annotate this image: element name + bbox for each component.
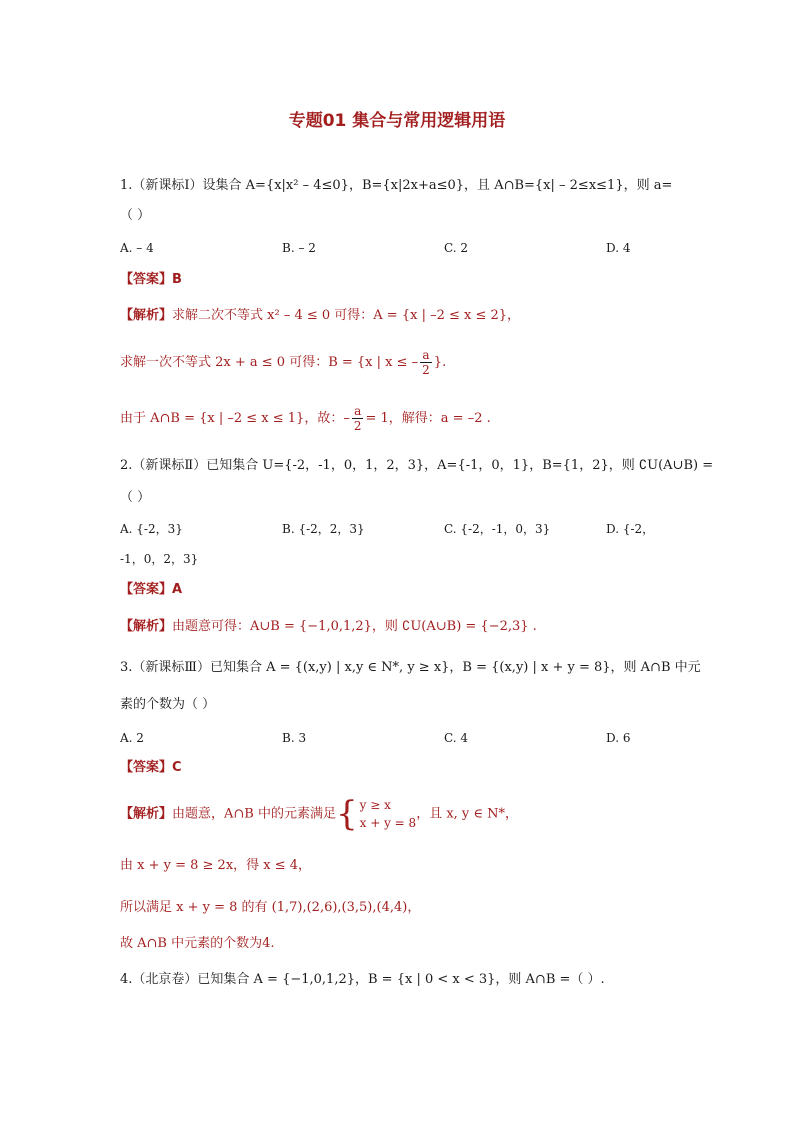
- analysis-text: ，且 x, y ∈ N*，: [416, 806, 519, 822]
- analysis-text: 求解一次不等式 2x + a ≤ 0 可得：B = {x | x ≤ –: [120, 355, 419, 370]
- q2-option-c: C. {-2，-1，0，3}: [444, 522, 551, 536]
- q1-option-a: A. – 4: [120, 241, 154, 255]
- q1-analysis-line-1: [120, 306, 680, 326]
- q2-answer: [120, 580, 680, 600]
- q1-option-b: B. – 2: [282, 241, 316, 255]
- answer-value: B: [172, 272, 182, 287]
- analysis-tag: 【解析】: [120, 806, 173, 822]
- answer-tag: 【答案】: [120, 582, 173, 597]
- answer-value: C: [172, 760, 182, 775]
- analysis-tag: 【解析】: [120, 308, 173, 323]
- q2-option-b: B. {-2，2，3}: [282, 522, 365, 536]
- answer-tag: 【答案】: [120, 760, 173, 775]
- analysis-text: 由题意可得：A∪B = {−1,0,1,2}，则 ∁U(A∪B) = {−2,3} .: [172, 619, 537, 634]
- q3-analysis-line-3: 所以满足 x + y = 8 的有 (1,7),(2,6),(3,5),(4,4)，: [120, 900, 421, 915]
- answer-value: A: [172, 582, 183, 597]
- brace-glyph: {: [335, 794, 358, 834]
- q1-option-c: C. 2: [444, 241, 469, 255]
- fraction-numerator: a: [422, 348, 430, 362]
- page-title: 专题01 集合与常用逻辑用语: [288, 111, 506, 131]
- analysis-text: 由题意，A∩B 中的元素满足: [172, 806, 336, 822]
- q3-stem: 3.（新课标Ⅲ）已知集合 A = {(x,y) | x,y ∈ N*, y ≥ x}，B = {(x,y) | x + y = 8}，则 A∩B 中元: [120, 660, 701, 675]
- q3-option-d: D. 6: [606, 731, 631, 745]
- q2-analysis: [120, 617, 680, 637]
- analysis-text: = 1，解得：a = –2 .: [365, 411, 491, 426]
- q1-analysis-line-2: [120, 348, 680, 377]
- fraction: [420, 348, 432, 377]
- q2-stem: 2.（新课标Ⅱ）已知集合 U={-2，-1，0，1，2，3}，A={-1，0，1}，B={1，2}，则 ∁U(A∪B) =: [120, 458, 714, 473]
- q1-answer: [120, 270, 680, 290]
- q2-option-d-continued: -1，0，2，3}: [120, 552, 199, 566]
- answer-tag: 【答案】: [120, 272, 173, 287]
- analysis-text: 故 A∩B 中元素的个数为: [120, 936, 263, 951]
- q3-option-b: B. 3: [282, 731, 307, 745]
- analysis-value: 4.: [262, 936, 275, 951]
- q4-stem: 4.（北京卷）已知集合 A = {−1,0,1,2}，B = {x | 0 < x < 3}，则 A∩B =（ ）.: [120, 972, 605, 987]
- q1-stem: 1.（新课标Ⅰ）设集合 A={x|x² – 4≤0}，B={x|2x+a≤0}，且 A∩B={x| – 2≤x≤1}，则 a=: [120, 178, 673, 193]
- q3-analysis-line-2: 由 x + y = 8 ≥ 2x，得 x ≤ 4，: [120, 858, 312, 873]
- q3-answer: [120, 758, 680, 778]
- fraction: [352, 404, 364, 433]
- analysis-tag: 【解析】: [120, 619, 173, 634]
- q3-analysis-line-1: [120, 796, 680, 833]
- equation-row: y ≥ x: [359, 798, 391, 812]
- q2-option-d: D. {-2，: [606, 522, 655, 536]
- q3-option-c: C. 4: [444, 731, 469, 745]
- q2-paren: （ ）: [120, 490, 151, 505]
- q1-analysis-line-3: [120, 404, 680, 433]
- fraction-numerator: a: [354, 404, 362, 418]
- analysis-text: 由于 A∩B = {x | –2 ≤ x ≤ 1}，故：–: [120, 411, 350, 426]
- analysis-text: }.: [433, 355, 447, 370]
- q2-option-a: A. {-2，3}: [120, 522, 183, 536]
- q3-analysis-line-4: [120, 934, 680, 954]
- analysis-text: 求解二次不等式 x² – 4 ≤ 0 可得：A = {x | –2 ≤ x ≤ 2}，: [172, 308, 521, 323]
- fraction-denominator: 2: [353, 419, 362, 433]
- equation-row: x + y = 8: [359, 816, 417, 830]
- q3-option-a: A. 2: [120, 731, 144, 745]
- equation-system: [360, 796, 417, 832]
- q3-stem-continued: 素的个数为（ ）: [120, 697, 216, 712]
- q1-paren: （ ）: [120, 208, 151, 223]
- q1-option-d: D. 4: [606, 241, 631, 255]
- fraction-denominator: 2: [422, 363, 430, 377]
